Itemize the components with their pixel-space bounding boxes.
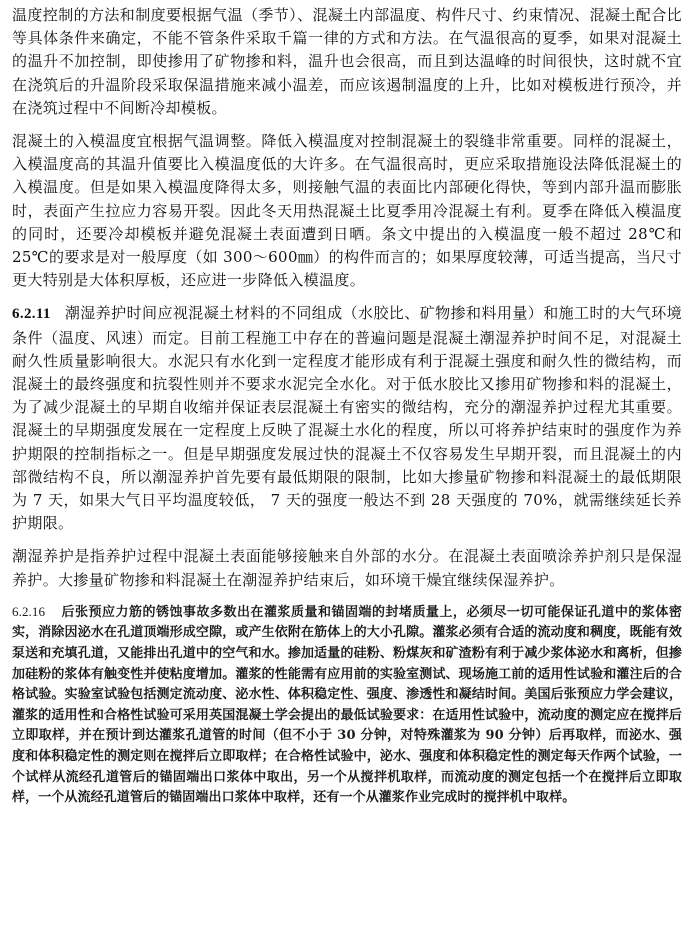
paragraph-placing-temperature: 混凝土的入模温度宜根据气温调整。降低入模温度对控制混凝土的裂缝非常重要。同样的混凝土，入模温度高的其温升值要比入模温度低的大许多。在气温很高时，更应采取措施设法降低混凝土的入模温度。但是如果入模温度降得太多，则接触气温的表面比内部硬化得快，等到内部升温而膨胀时，表面产生拉应力容易开裂。因此冬天用热混凝土比夏季用冷混凝土有利。夏季在降低入模温度的同时，还要冷却模板并避免混凝土表面遭到日晒。条文中提出的入模温度一般不超过 28℃和 25℃的要求是对一般厚度（如 300～600㎜）的构件而言的；如果厚度较薄，可适当提高，当尺寸更大特别是大体积厚板，还应进一步降低入模温度。	[12, 132, 682, 290]
section-number: 6.2.11	[12, 306, 51, 323]
section-number: 6.2.16	[12, 603, 46, 619]
document-page	[12, 4, 682, 809]
paragraph-section-6-2-11	[12, 302, 682, 535]
paragraph-section-6-2-16	[12, 602, 682, 809]
section-text: 潮湿养护时间应视混凝土材料的不同组成（水胶比、矿物掺和料用量）和施工时的大气环境条件（温度、风速）而定。目前工程施工中存在的普遍问题是混凝土潮湿养护时间不足，对混凝土耐久性质量影响很大。水泥只有水化到一定程度才能形成有利于混凝土强度和耐久性的微结构，而混凝土的最终强度和抗裂性则并不要求水泥完全水化。对于低水胶比又掺用矿物掺和料的混凝土，为了减少混凝土的早期自收缩并保证表层混凝土有密实的微结构，充分的潮湿养护过程尤其重要。混凝土的早期强度发展在一定程度上反映了混凝土水化的程度，所以可将养护结束时的强度作为养护期限的控制指标之一。但是早期强度发展过快的混凝土不仅容易发生早期开裂，而且混凝土的内部微结构不良，所以潮湿养护首先要有最低期限的限制，比如大掺量矿物掺和料混凝土的最低期限为 7 天，如果大气日平均温度较低， 7 天的强度一般达不到 28 天强度的 70%，就需继续延长养护期限。	[12, 304, 682, 533]
section-text: 后张预应力筋的锈蚀事故多数出在灌浆质量和锚固端的封堵质量上，必须尽一切可能保证孔道中的浆体密实，消除因泌水在孔道顶端形成空隙，或产生依附在筋体上的大小孔隙。灌浆必须有合适的流动度和稠度，既能有效泵送和充填孔道，又能排出孔道中的空气和水。掺加适量的硅粉、粉煤灰和矿渣粉有利于减少浆体泌水和离析，但掺加硅粉的浆体有触变性并使粘度增加。灌浆的性能需有应用前的实验室测试、现场施工前的适用性试验和灌注后的合格试验。实验室试验包括测定流动度、泌水性、体积稳定性、强度、渗透性和凝结时间。美国后张预应力学会建议，灌浆的适用性和合格性试验可采用英国混凝土学会提出的最低试验要求：在适用性试验中，流动度的测定应在搅拌后立即取样，并在预计到达灌浆孔道管的时间（但不小于 30 分钟，对特殊灌浆为 90 分钟）后再取样，而泌水、强度和体积稳定性的测定则在搅拌后立即取样；在合格性试验中，泌水、强度和体积稳定性的测定每天作两个试验，一个试样从流经孔道管后的锚固端出口浆体中取出，另一个从搅拌机取样，而流动度的测定包括一个在搅拌后立即取样，一个从流经孔道管后的锚固端出口浆体中取样，还有一个从灌浆作业完成时的搅拌机中取样。	[12, 604, 682, 806]
paragraph-moist-curing: 潮湿养护是指养护过程中混凝土表面能够接触来自外部的水分。在混凝土表面喷涂养护剂只是保湿养护。大掺量矿物掺和料混凝土在潮湿养护结束后，如环境干燥宜继续保湿养护。	[12, 547, 682, 589]
paragraph-temperature-control: 温度控制的方法和制度要根据气温（季节）、混凝土内部温度、构件尺寸、约束情况、混凝土配合比等具体条件来确定，不能不管条件采取千篇一律的方式和方法。在气温很高的夏季，如果对混凝土的温升不加控制，即使掺用了矿物掺和料，温升也会很高，而且到达温峰的时间很快，这时就不宜在浇筑后的升温阶段采取保温措施来减小温差，而应该遏制温度的上升，比如对模板进行预冷，并在浇筑过程中不间断冷却模板。	[12, 6, 682, 117]
